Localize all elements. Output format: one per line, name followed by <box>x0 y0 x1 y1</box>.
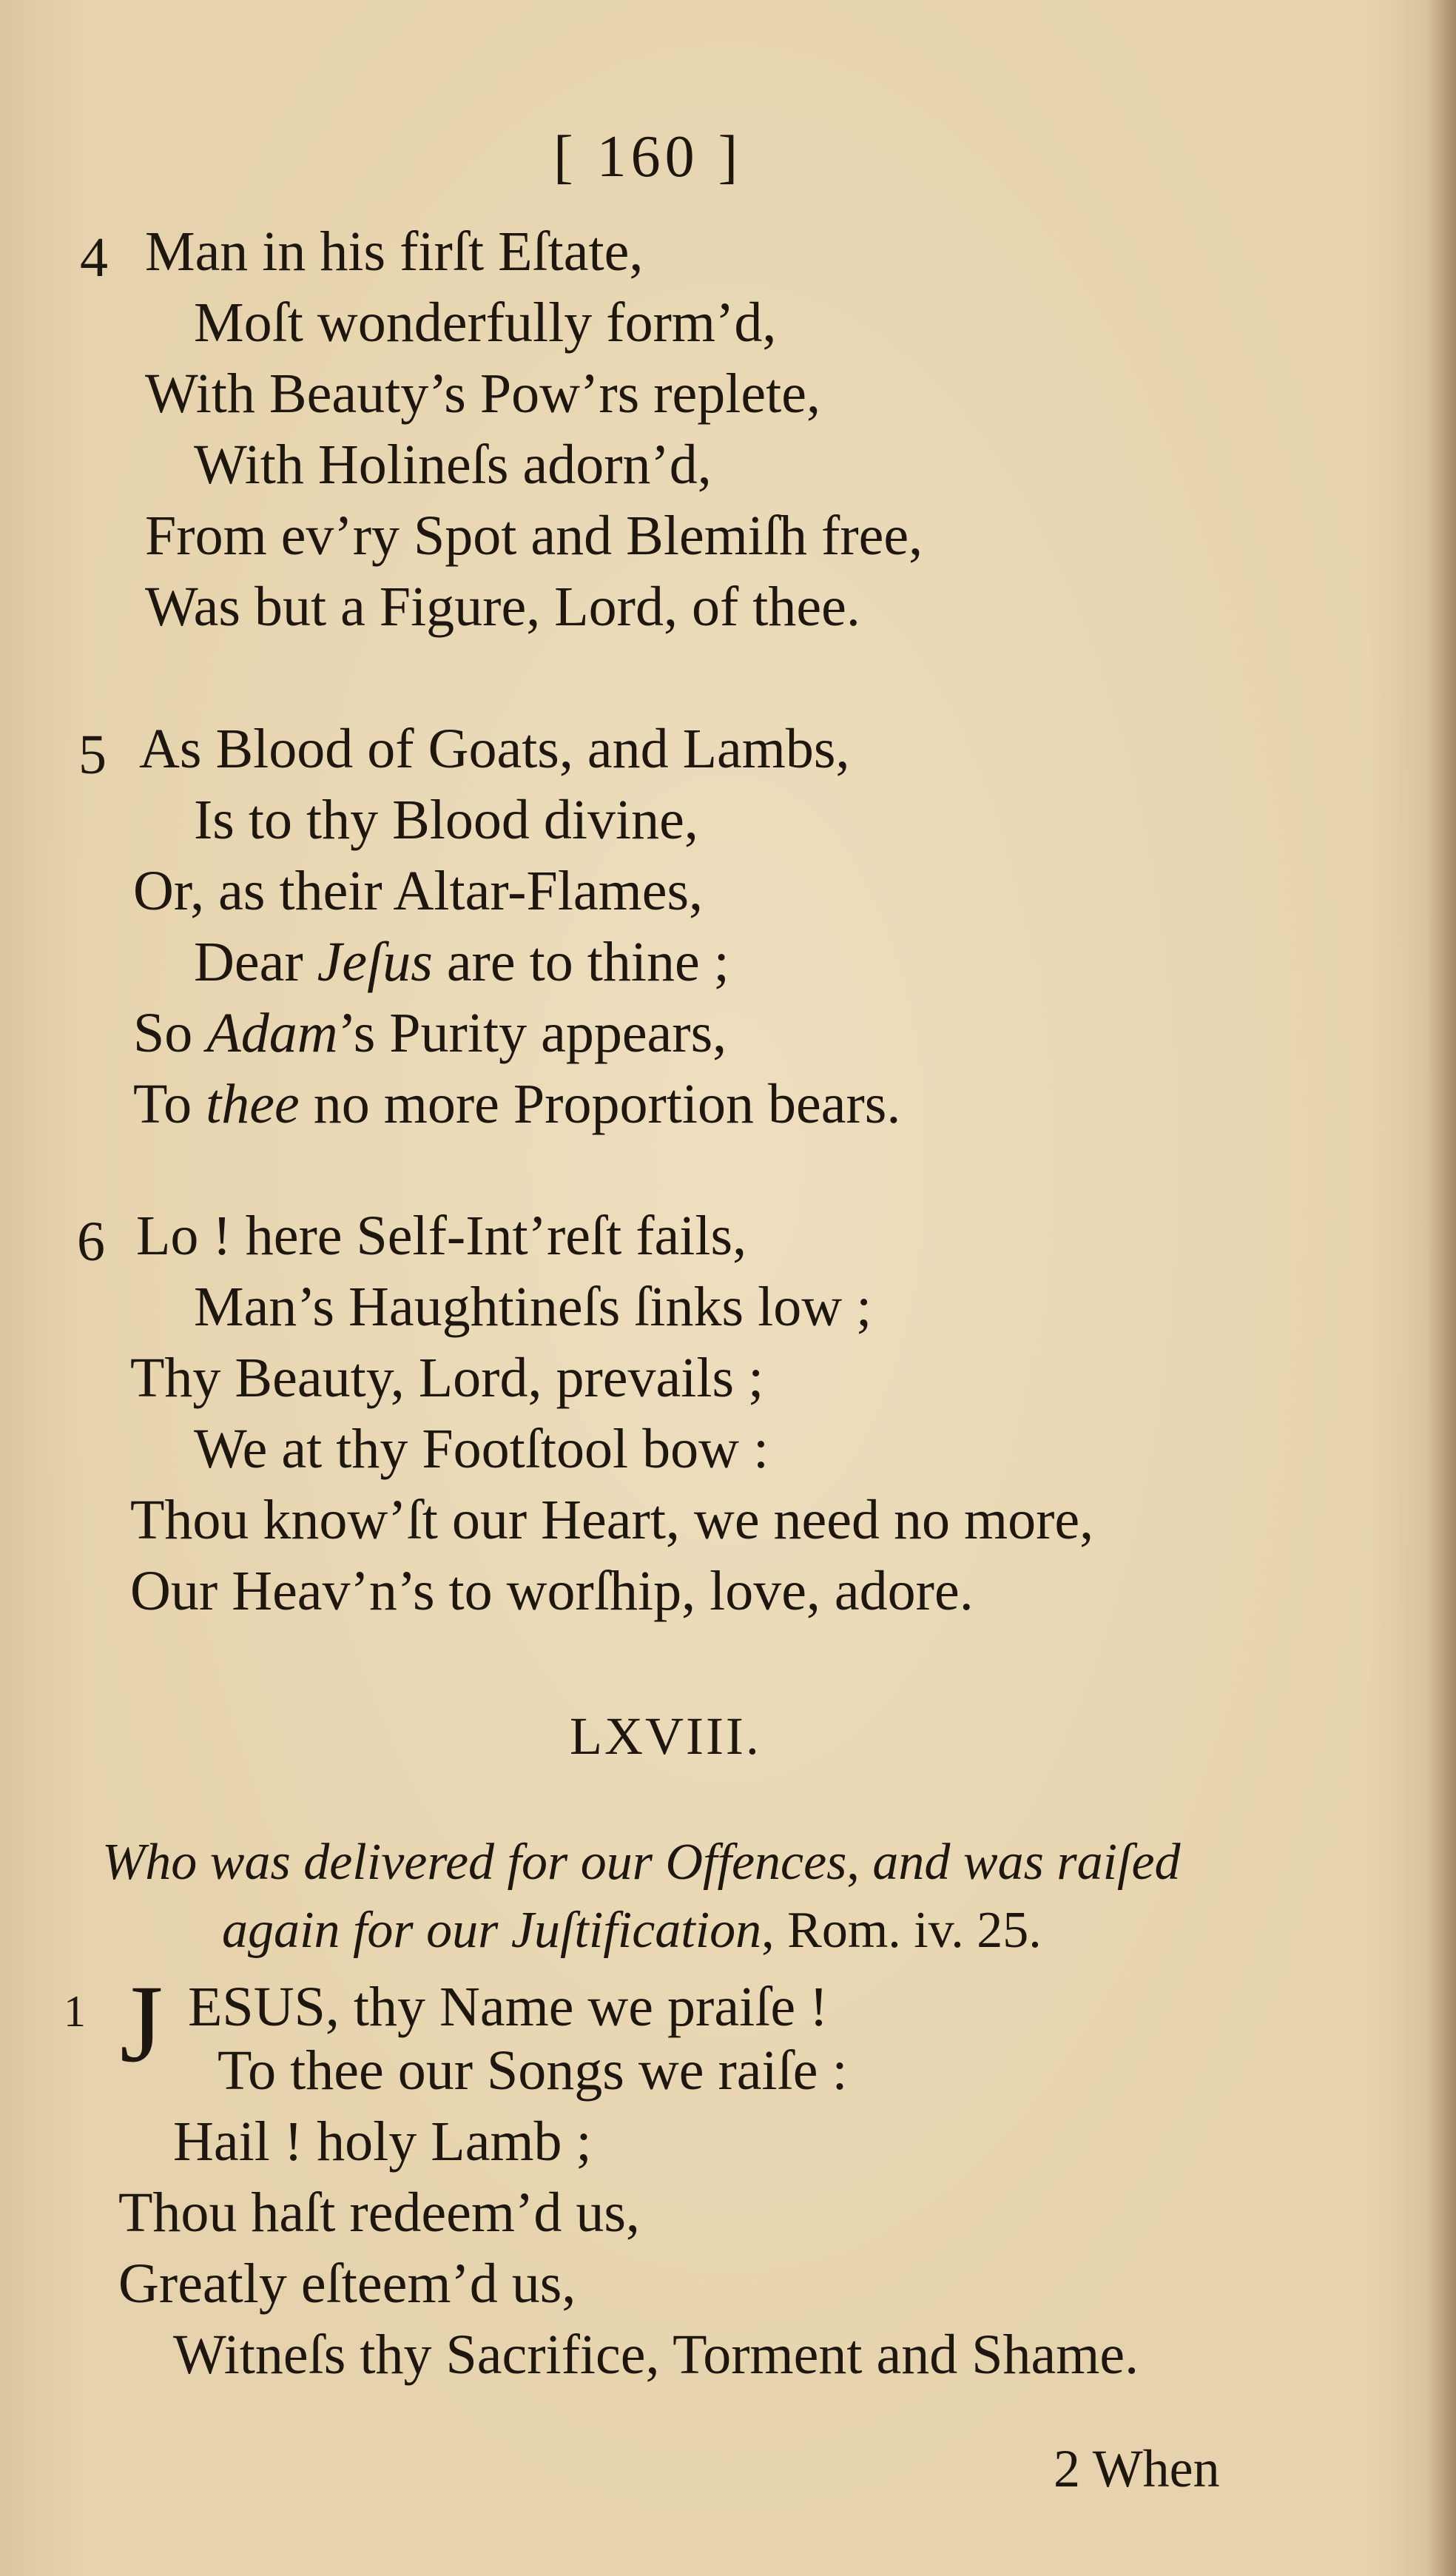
title-punct: , <box>846 1834 873 1891</box>
title-italic: and was raiſed <box>872 1834 1181 1891</box>
italic-name: Adam <box>206 1002 338 1064</box>
text: are to thine ; <box>432 931 729 993</box>
title-italic: Who was delivered for our Offences <box>102 1834 847 1891</box>
text: Dear <box>194 931 317 993</box>
title-italic: again for our Juſtification <box>222 1902 762 1959</box>
verse-line: Thou know’ſt our Heart, we need no more, <box>130 1489 1094 1551</box>
verse-line: Moſt wonderfully form’d, <box>194 292 777 354</box>
verse-line: Man’s Haughtineſs ſinks low ; <box>194 1276 872 1338</box>
verse-line: Our Heav’n’s to worſhip, love, adore. <box>130 1560 974 1622</box>
verse-line: Thou haſt redeem’d us, <box>118 2182 640 2244</box>
verse-line: Was but a Figure, Lord, of thee. <box>145 576 860 638</box>
verse-line <box>133 1002 727 1064</box>
text: ’s Purity appears, <box>337 1002 727 1064</box>
verse-line <box>194 931 729 993</box>
verse-line: Witneſs thy Sacrifice, Torment and Shame. <box>173 2324 1139 2386</box>
verse-line: As Blood of Goats, and Lambs, <box>139 718 850 780</box>
italic-word: thee <box>206 1073 300 1135</box>
italic-name: Jeſus <box>317 931 433 993</box>
page-header: [ 160 ] <box>553 124 743 189</box>
drop-cap: J <box>120 1963 164 2085</box>
stanza-number: 6 <box>77 1211 105 1273</box>
verse-line <box>133 1073 901 1135</box>
hymn-title-line <box>222 1902 1042 1959</box>
text: So <box>133 1002 207 1064</box>
verse-line: Man in his firſt Eſtate, <box>145 221 644 283</box>
hymn-number: LXVIII. <box>570 1706 761 1766</box>
verse-line: Thy Beauty, Lord, prevails ; <box>130 1347 764 1409</box>
text: To <box>133 1073 206 1135</box>
verse-line: ESUS, thy Name we praiſe ! <box>188 1976 829 2038</box>
verse-line: Greatly eſteem’d us, <box>118 2253 576 2315</box>
stanza-number: 5 <box>78 724 107 786</box>
verse-line: Or, as their Altar-Flames, <box>133 860 704 922</box>
verse-number: 1 <box>64 1987 86 2036</box>
verse-line: Lo ! here Self-Int’reſt fails, <box>136 1205 747 1267</box>
text: no more Proportion bears. <box>299 1073 901 1135</box>
verse-line: Is to thy Blood divine, <box>194 789 698 851</box>
verse-line: From ev’ry Spot and Blemiſh free, <box>145 505 923 567</box>
scripture-reference: , Rom. iv. 25. <box>761 1902 1042 1959</box>
stanza-number: 4 <box>80 226 108 289</box>
verse-line: Hail ! holy Lamb ; <box>173 2111 592 2173</box>
page-edge-shadow <box>1426 0 1456 2576</box>
verse-line: To thee our Songs we raiſe : <box>218 2039 848 2102</box>
hymn-title-line <box>102 1834 1181 1891</box>
verse-line: With Beauty’s Pow’rs replete, <box>145 363 820 425</box>
verse-line: With Holineſs adorn’d, <box>194 434 712 496</box>
catchword: 2 When <box>1054 2439 1220 2498</box>
verse-line: We at thy Footſtool bow : <box>194 1418 769 1480</box>
